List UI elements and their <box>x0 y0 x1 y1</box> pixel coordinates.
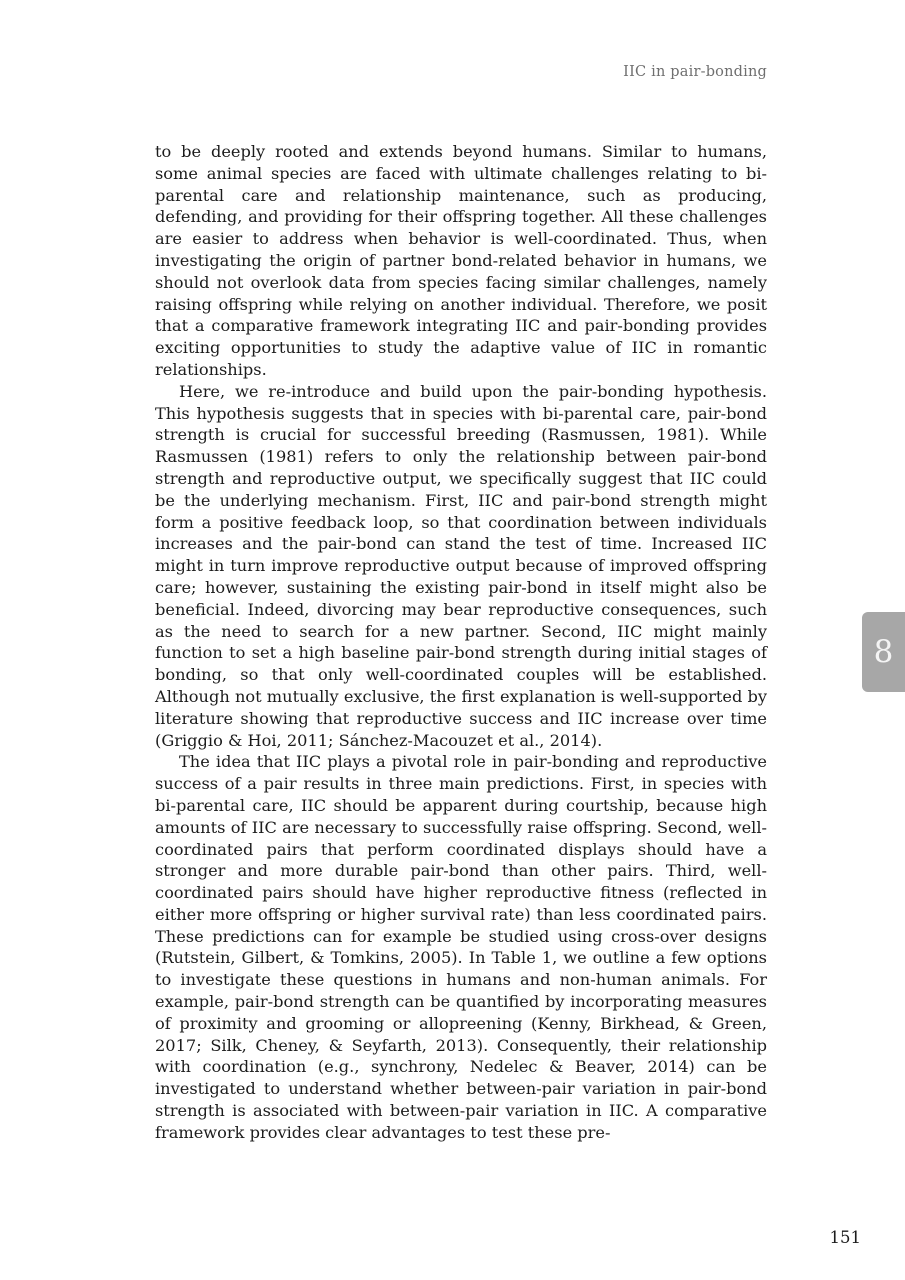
paragraph: Here, we re-introduce and build upon the pair-bonding hypothesis. This hypothesis suggests that in species with bi-parental care, pair-bond strength is crucial for successful breeding (Rasmussen, 1981). While Rasmussen (1981) refers to only the relationship between pair-bond strength and reproductive output, we specifically suggest that IIC could be the underlying mechanism. First, IIC and pair-bond strength might form a positive feedback loop, so that coordination between individuals increases and the pair-bond can stand the test of time. Increased IIC might in turn improve reproductive output because of improved offspring care; however, sustaining the existing pair-bond in itself might also be beneficial. Indeed, divorcing may bear reproductive consequences, such as the need to search for a new partner. Second, IIC might mainly function to set a high baseline pair-bond strength during initial stages of bonding, so that only well-coordinated couples will be established. Although not mutually exclusive, the first explanation is well-supported by literature showing that reproductive success and IIC increase over time (Griggio & Hoi, 2011; Sánchez-Macouzet et al., 2014). <box>155 381 767 750</box>
chapter-tab <box>862 612 905 692</box>
chapter-tab-number: 8 <box>873 634 894 670</box>
running-header: IIC in pair-bonding <box>623 64 767 80</box>
paragraph: to be deeply rooted and extends beyond humans. Similar to humans, some animal species are faced with ultimate challenges relating to bi-parental care and relationship maintenance, such as producing, defending, and providing for their offspring together. All these challenges are easier to address when behavior is well-coordinated. Thus, when investigating the origin of partner bond-related behavior in humans, we should not overlook data from species facing similar challenges, namely raising offspring while relying on another individual. Therefore, we posit that a comparative framework integrating IIC and pair-bonding provides exciting opportunities to study the adaptive value of IIC in romantic relationships. <box>155 142 767 379</box>
paragraph: The idea that IIC plays a pivotal role in pair-bonding and reproductive success of a pair results in three main predictions. First, in species with bi-parental care, IIC should be apparent during courtship, because high amounts of IIC are necessary to successfully raise offspring. Second, well-coordinated pairs that perform coordinated displays should have a stronger and more durable pair-bond than other pairs. Third, well-coordinated pairs should have higher reproductive fitness (reflected in either more offspring or higher survival rate) than less coordinated pairs. These predictions can for example be studied using cross-over designs (Rutstein, Gilbert, & Tomkins, 2005). In Table 1, we outline a few options to investigate these questions in humans and non-human animals. For example, pair-bond strength can be quantified by incorporating measures of proximity and grooming or allopreening (Kenny, Birkhead, & Green, 2017; Silk, Cheney, & Seyfarth, 2013). Consequently, their relationship with coordination (e.g., synchrony, Nedelec & Beaver, 2014) can be investigated to understand whether between-pair variation in pair-bond strength is associated with between-pair variation in IIC. A comparative framework provides clear advantages to test these pre- <box>155 752 767 1142</box>
page-number: 151 <box>829 1228 861 1247</box>
body-text-block <box>155 141 767 1144</box>
